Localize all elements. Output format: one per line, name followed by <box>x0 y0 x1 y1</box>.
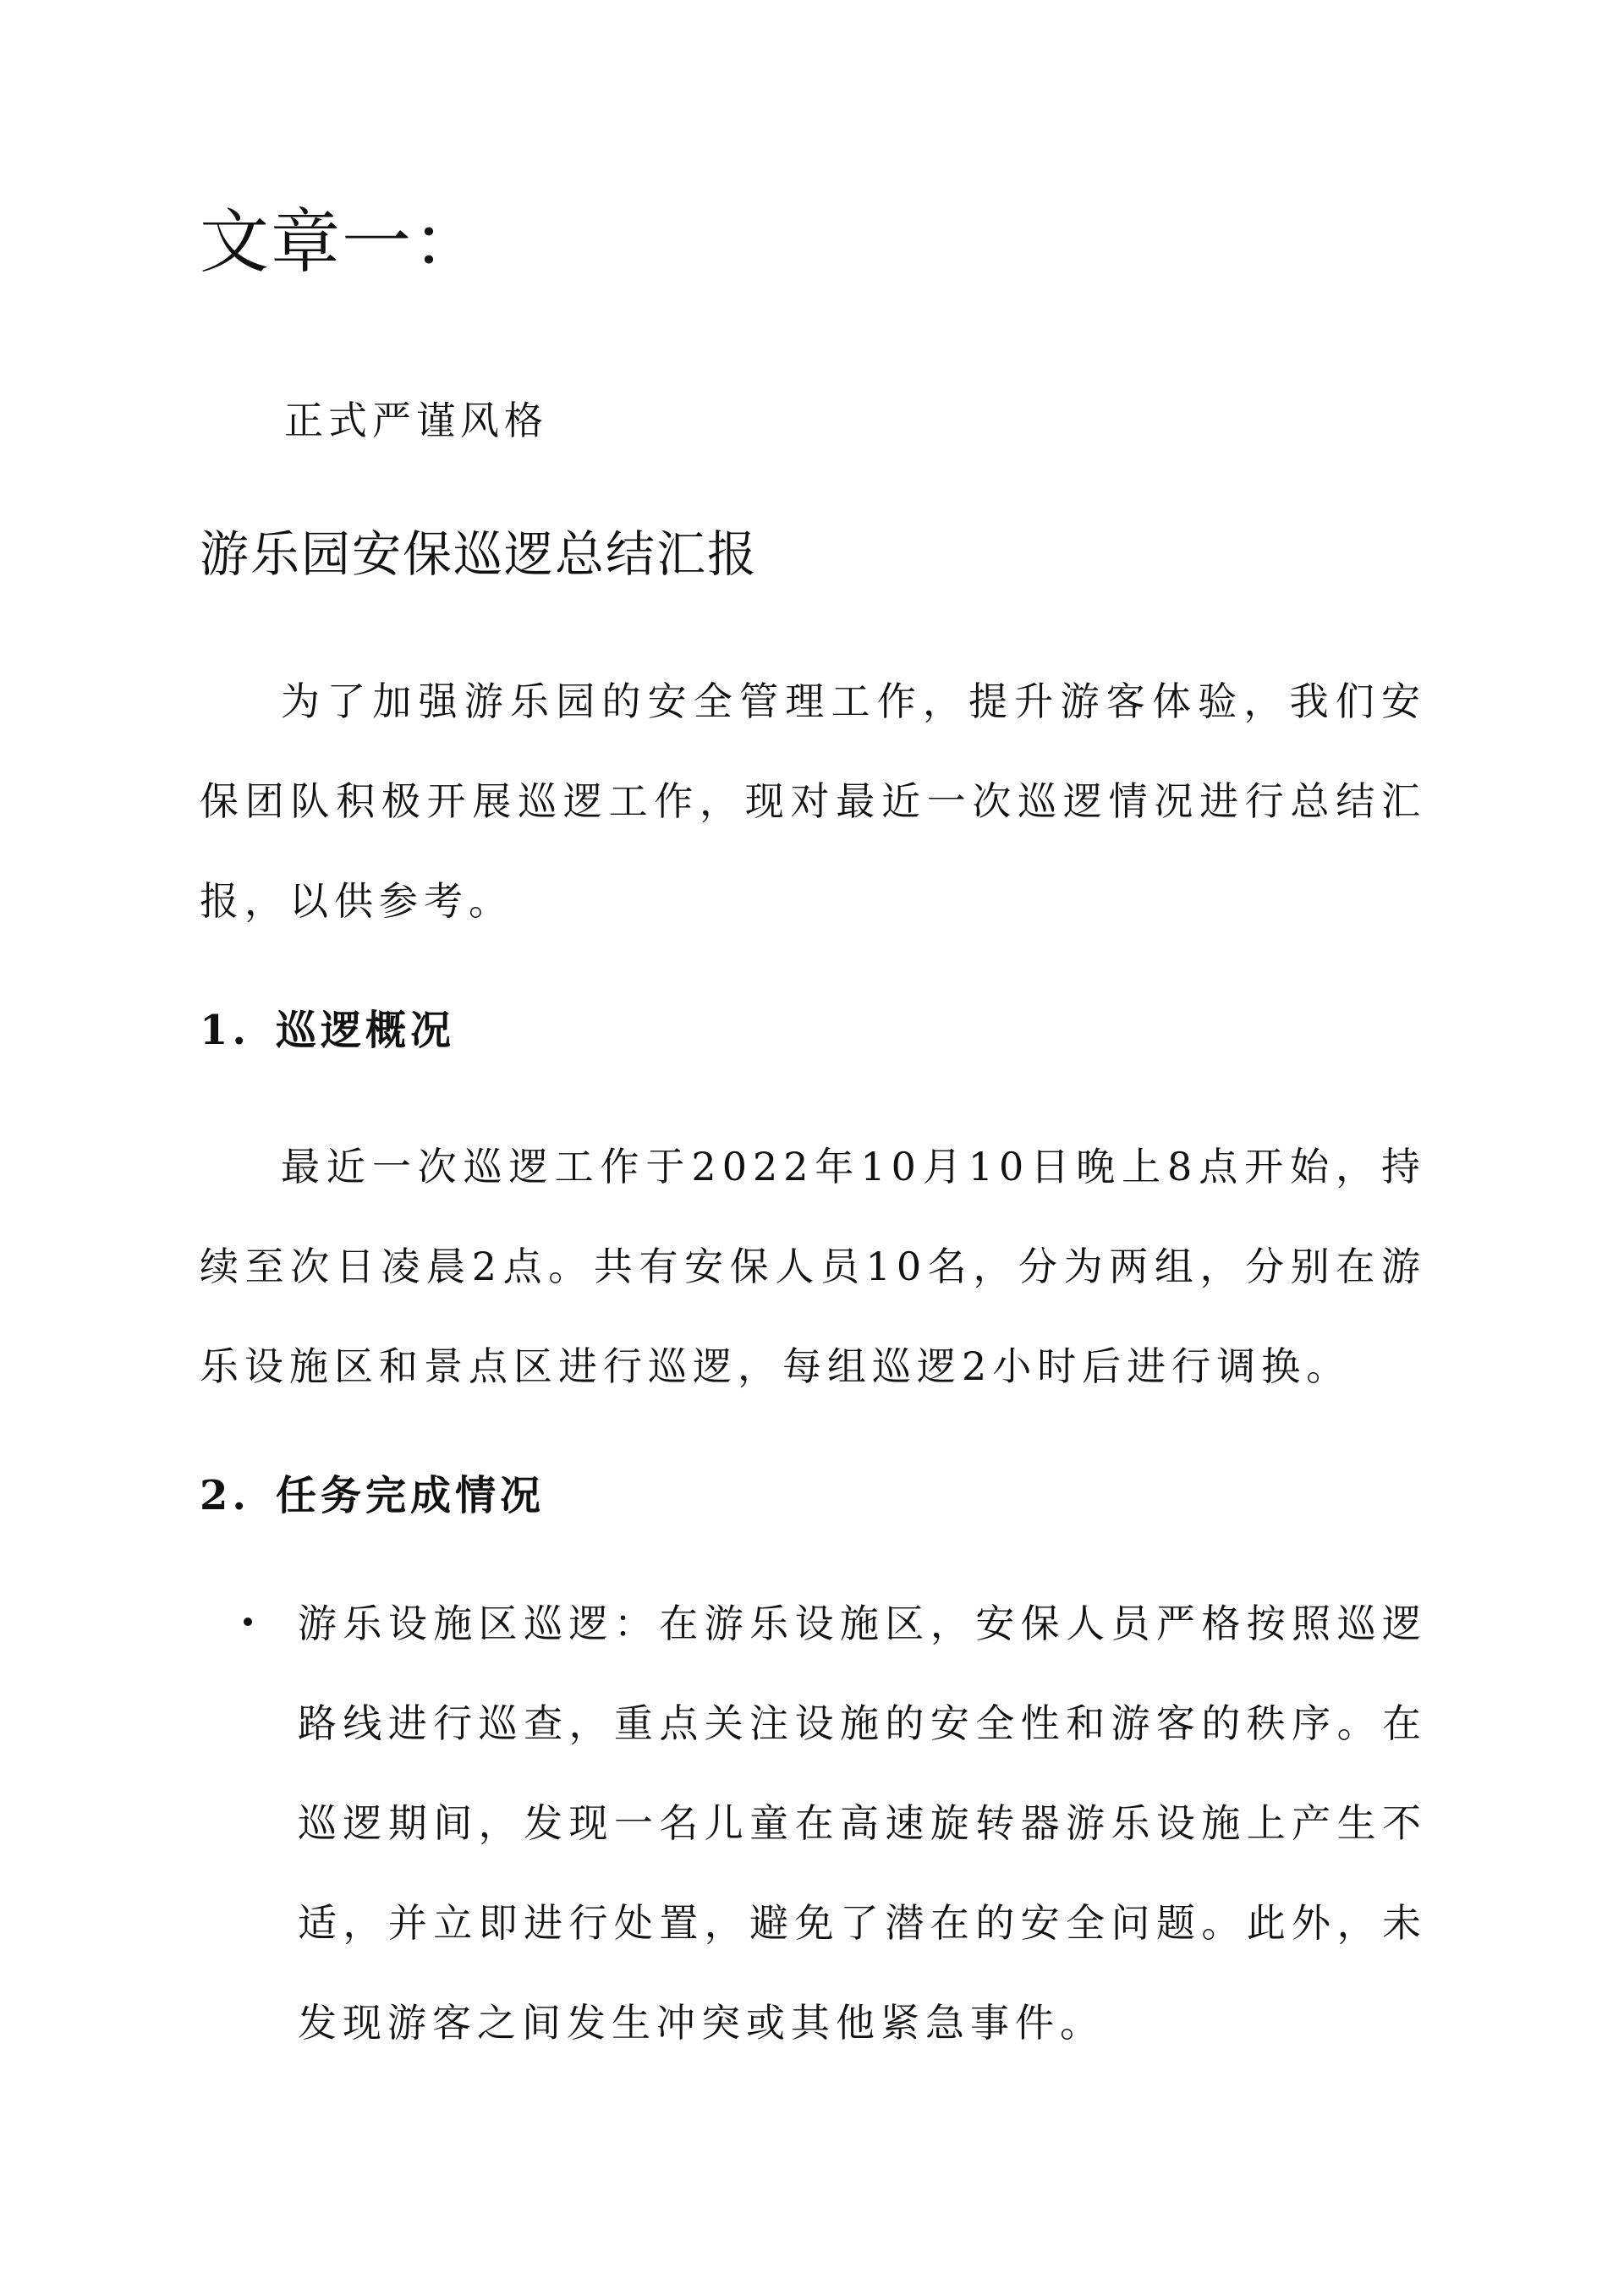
section-heading-text: 任务完成情况 <box>276 1472 546 1519</box>
section-heading-task-completion <box>200 1464 545 1528</box>
style-note: 正式严谨风格 <box>284 398 548 443</box>
chapter-title: 文章一： <box>200 202 485 283</box>
list-item-text: 游乐设施区巡逻：在游乐设施区，安保人员严格按照巡逻路线进行巡查，重点关注设施的安全性和游客的秩序。在巡逻期间，发现一名儿童在高速旋转器游乐设施上产生不适，并立即进行处置，避免了潜在的安全问题。此外，未发现游客之间发生冲突或其他紧急事件。 <box>298 1601 1427 2046</box>
document-title: 游乐园安保巡逻总结汇报 <box>200 525 759 583</box>
intro-paragraph: 为了加强游乐园的安全管理工作，提升游客体验，我们安保团队积极开展巡逻工作，现对最近一次巡逻情况进行总结汇报，以供参考。 <box>200 678 1426 924</box>
bullet-icon <box>244 1618 252 1626</box>
section-number: 1. <box>200 1007 251 1054</box>
section-heading-text: 巡逻概况 <box>276 1007 456 1054</box>
task-list <box>244 1574 1428 2073</box>
section-number: 2. <box>200 1472 251 1519</box>
section-heading-overview <box>200 998 455 1063</box>
list-item <box>244 1574 1428 2073</box>
overview-paragraph: 最近一次巡逻工作于2022年10月10日晚上8点开始，持续至次日凌晨2点。共有安保人员10名，分为两组，分别在游乐设施区和景点区进行巡逻，每组巡逻2小时后进行调换。 <box>200 1144 1426 1389</box>
